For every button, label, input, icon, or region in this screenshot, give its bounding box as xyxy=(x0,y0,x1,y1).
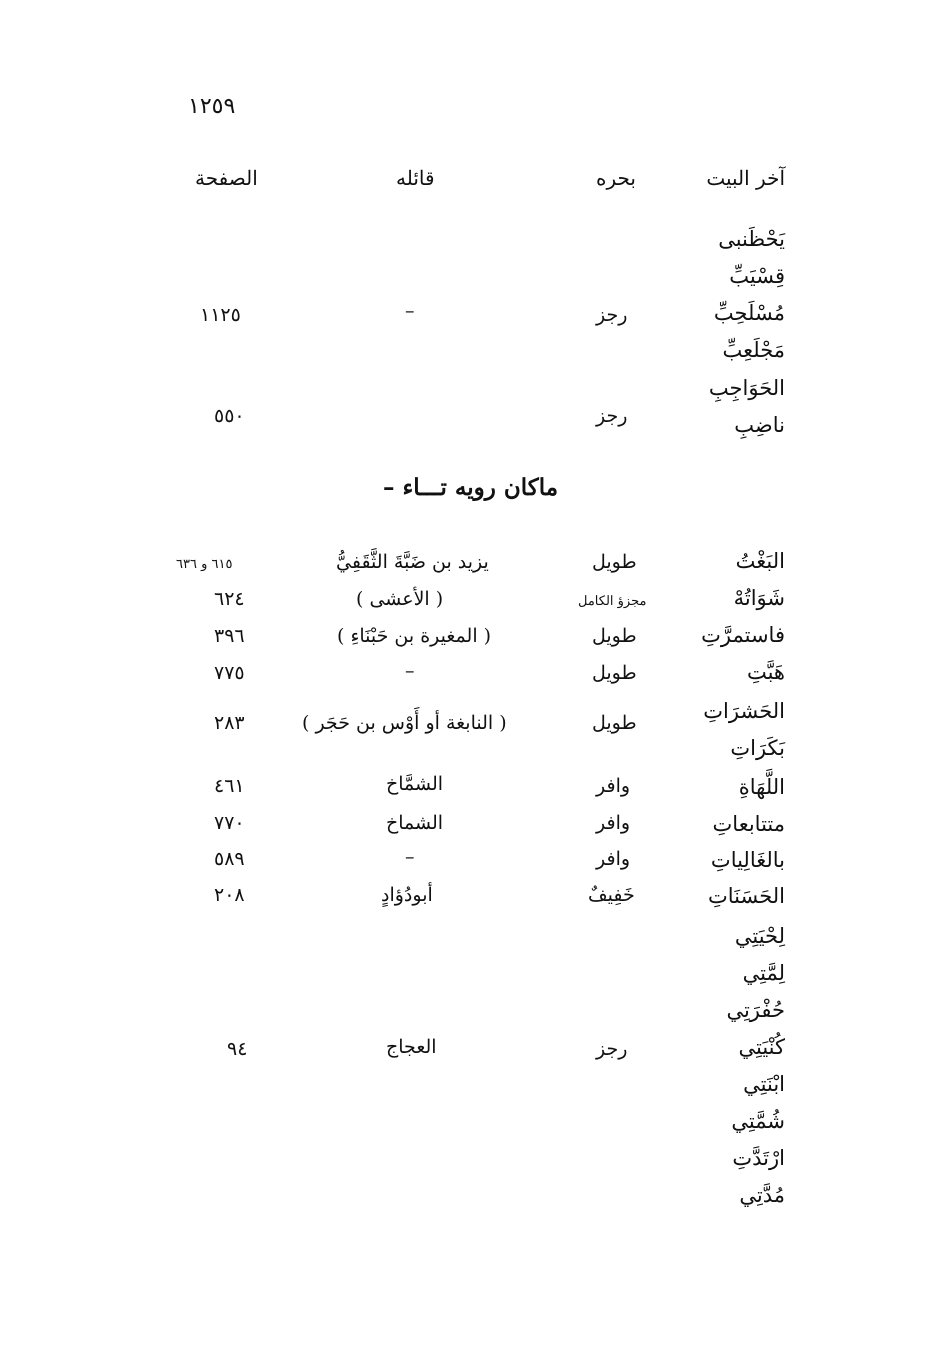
poet-cell: أبودُؤادٍ xyxy=(381,884,433,906)
meter-cell: رجز xyxy=(596,405,628,427)
meter-cell: وافر xyxy=(596,848,631,870)
poet-cell: الشماخ xyxy=(386,812,444,834)
page-cell: ٩٤ xyxy=(227,1038,248,1060)
verse-end-word: الحَسَنَاتِ xyxy=(707,884,785,908)
verse-end-word: مُسْلَحِبِّ xyxy=(713,301,785,325)
page-cell: ٥٥٠ xyxy=(214,405,245,427)
meter-cell: رجز xyxy=(596,1038,628,1060)
page-number: ١٢٥٩ xyxy=(188,94,236,119)
verse-end-word: ناضِبِ xyxy=(734,413,785,437)
verse-end-word: لِحْيَتِي xyxy=(734,924,785,948)
verse-end-word: ارْتَدَّتِ xyxy=(732,1146,785,1170)
verse-end-word: فاستمرَّتِ xyxy=(701,623,785,647)
meter-cell: طويل xyxy=(592,662,637,684)
verse-end-word: هَبَّتِ xyxy=(746,660,785,684)
verse-end-word: حُفْرَتِي xyxy=(726,998,785,1022)
poet-cell: الشمَّاخ xyxy=(386,773,444,795)
page-cell: ٥٨٩ xyxy=(214,848,245,870)
column-header-page: الصفحة xyxy=(195,166,258,190)
page-cell: ٦٢٤ xyxy=(214,588,245,610)
meter-cell: خَفِيفٌ xyxy=(588,884,635,906)
verse-end-word: البَغْتُ xyxy=(735,549,785,573)
poet-cell: – xyxy=(405,660,415,682)
meter-cell: طويل xyxy=(592,712,637,734)
meter-cell: مجزؤ الكامل xyxy=(578,594,647,609)
page-cell: ٧٧٠ xyxy=(214,812,245,834)
page-cell: ٢٨٣ xyxy=(214,712,245,734)
verse-end-word: الحَوَاجِبِ xyxy=(708,376,785,400)
column-header-meter: بحره xyxy=(596,166,636,190)
column-header-poet: قائله xyxy=(396,166,435,190)
verse-end-word: بالغَالِياتِ xyxy=(710,848,785,872)
poet-cell: ( النابغة أو أَوْس بن حَجَر ) xyxy=(302,712,507,734)
poet-cell: ( الأعشى ) xyxy=(356,588,444,610)
poet-cell: – xyxy=(405,300,415,322)
poet-cell: ( المغيرة بن حَبْنَاءِ ) xyxy=(337,625,492,647)
page-cell: ٦١٥ و ٦٣٦ xyxy=(176,557,233,572)
meter-cell: رجز xyxy=(596,304,628,326)
verse-end-word: شُمَّتِي xyxy=(731,1109,785,1133)
verse-end-word: ابْنَتِي xyxy=(743,1072,785,1096)
poet-cell: – xyxy=(405,846,415,868)
verse-end-word: قِسْيَبِّ xyxy=(729,264,785,288)
verse-end-word: لِمَّتِي xyxy=(742,961,785,985)
page-cell: ٣٩٦ xyxy=(214,625,245,647)
verse-end-word: بَكَرَاتِ xyxy=(730,736,785,760)
meter-cell: وافر xyxy=(596,775,631,797)
section-title: – ماكان رويه تـــاء xyxy=(382,474,559,501)
page-cell: ١١٢٥ xyxy=(200,304,241,326)
verse-end-word: يَحْظَنبى xyxy=(718,227,785,251)
verse-end-word: مُدَّتِي xyxy=(739,1183,785,1207)
verse-end-word: الحَشرَاتِ xyxy=(703,699,785,723)
page-cell: ٢٠٨ xyxy=(214,884,245,906)
verse-end-word: اللَّهَاةِ xyxy=(738,775,785,799)
page-cell: ٧٧٥ xyxy=(214,662,245,684)
verse-end-word: متتابعاتِ xyxy=(712,812,785,836)
meter-cell: طويل xyxy=(592,551,637,573)
column-header-verse-end: آخر البيت xyxy=(706,166,785,190)
poet-cell: يزيد بن ضَبَّةَ الثَّقَفِيُّ xyxy=(336,551,489,573)
poet-cell: العجاج xyxy=(386,1036,437,1058)
verse-end-word: كُنْيَتِي xyxy=(738,1035,785,1059)
meter-cell: طويل xyxy=(592,625,637,647)
meter-cell: وافر xyxy=(596,812,631,834)
page-cell: ٤٦١ xyxy=(214,775,245,797)
verse-end-word: مَجْلَعِبِّ xyxy=(722,338,785,362)
verse-end-word: شَوَاتُهْ xyxy=(733,586,785,610)
